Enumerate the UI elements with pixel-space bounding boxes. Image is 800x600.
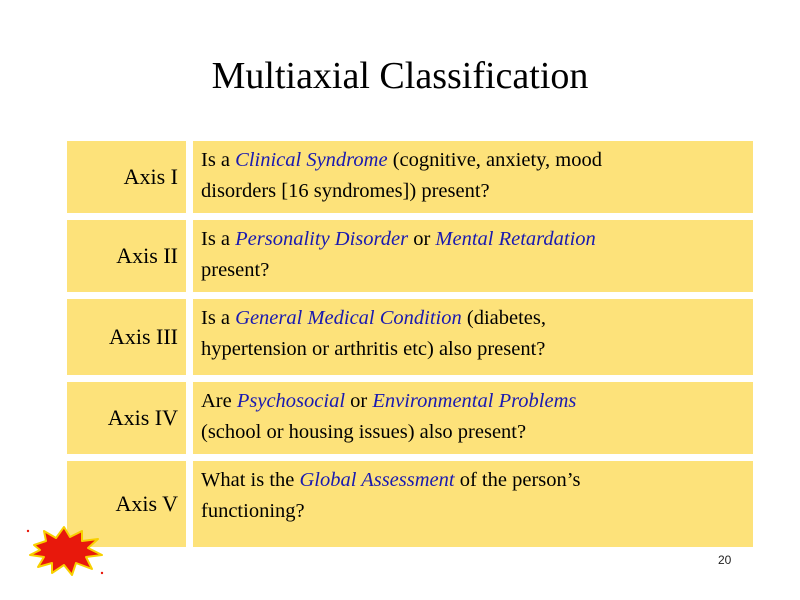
key-term: Global Assessment <box>299 469 455 491</box>
axis-label: Axis IV <box>107 405 178 430</box>
key-term: General Medical Condition <box>235 307 462 329</box>
axis-label: Axis III <box>108 324 178 349</box>
axis-label-cell <box>67 382 186 454</box>
axis-row-4 <box>67 382 753 454</box>
axis-label: Axis II <box>116 243 178 268</box>
key-term: Clinical Syndrome <box>235 149 388 171</box>
description-line-2: functioning? <box>201 500 305 522</box>
description-line-2: present? <box>201 259 270 281</box>
key-term: Psychosocial <box>236 390 346 412</box>
red-starburst-icon <box>22 525 108 577</box>
axis-row-2 <box>67 220 753 292</box>
axis-label-cell <box>67 299 186 375</box>
axis-label-cell <box>67 220 186 292</box>
axis-row-1 <box>67 141 753 213</box>
axis-description-cell <box>193 382 753 454</box>
axis-label: Axis I <box>123 164 178 189</box>
description-line-2: disorders [16 syndromes]) present? <box>201 180 490 202</box>
description-line-1: Are Psychosocial or Environmental Problems <box>201 390 577 412</box>
axis-description-cell <box>193 220 753 292</box>
description-line-1: Is a Personality Disorder or Mental Retardation <box>201 228 596 250</box>
slide-title: Multiaxial Classification <box>211 55 589 97</box>
axis-label: Axis V <box>115 491 178 516</box>
axis-label-cell <box>67 141 186 213</box>
description-line-2: hypertension or arthritis etc) also present? <box>201 338 546 360</box>
axis-description-cell <box>193 141 753 213</box>
description-line-2: (school or housing issues) also present? <box>201 421 527 443</box>
axis-description-cell <box>193 299 753 375</box>
key-term: Environmental Problems <box>372 390 577 412</box>
description-line-1: Is a Clinical Syndrome (cognitive, anxiety, mood <box>201 149 603 171</box>
key-term: Personality Disorder <box>235 228 409 250</box>
page-number: 20 <box>718 553 732 567</box>
axis-description-cell <box>193 461 753 547</box>
key-term: Mental Retardation <box>435 228 596 250</box>
description-line-1: Is a General Medical Condition (diabetes, <box>201 307 547 329</box>
axis-row-5 <box>67 461 753 547</box>
axis-row-3 <box>67 299 753 375</box>
description-line-1: What is the Global Assessment of the person’s <box>201 469 581 491</box>
